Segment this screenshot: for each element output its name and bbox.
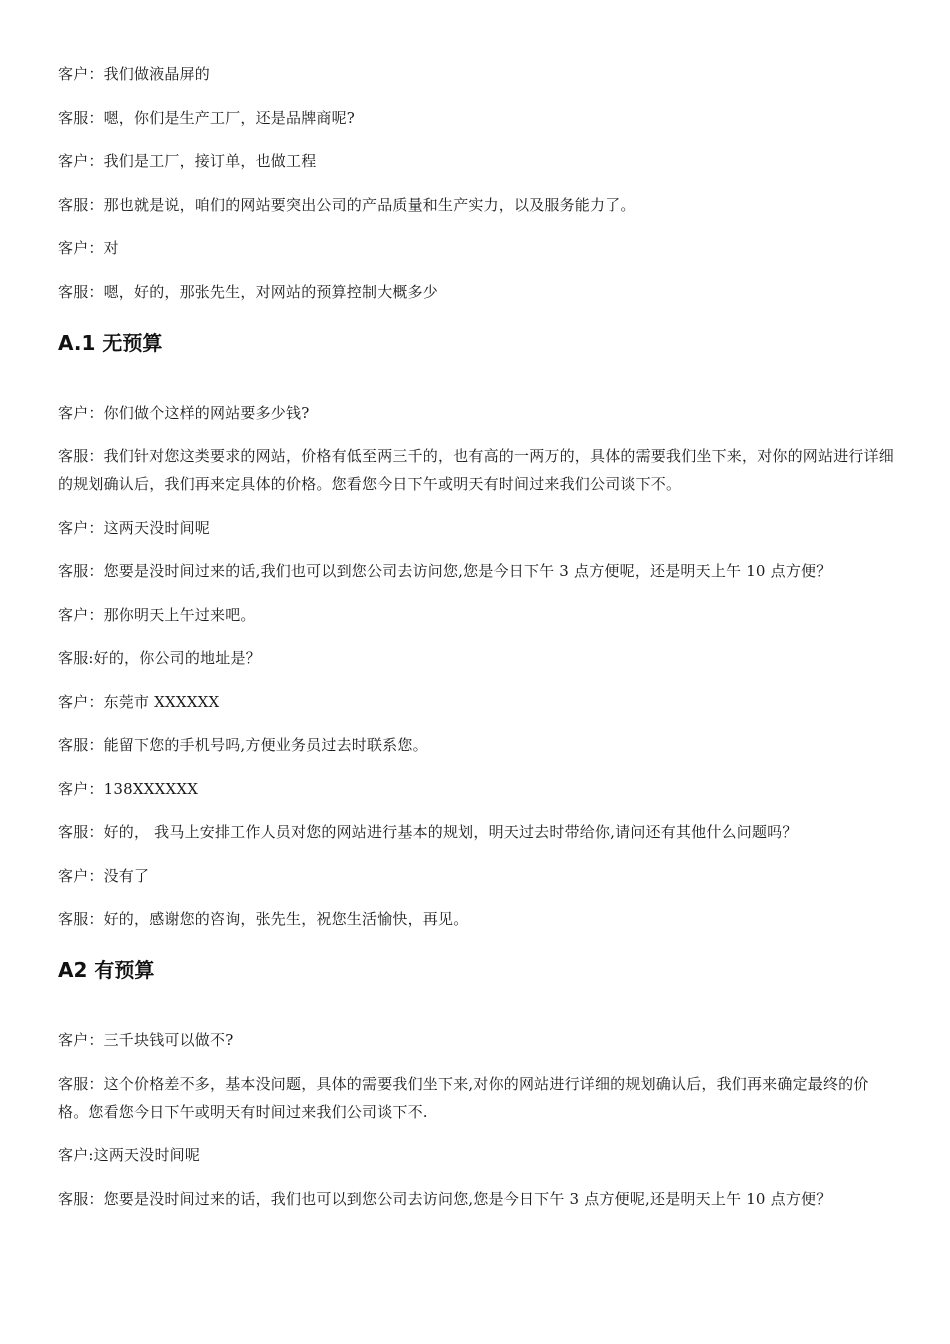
- dialogue-line: 客户：我们做液晶屏的: [58, 65, 211, 83]
- dialogue-line: 客服：您要是没时间过来的话，我们也可以到您公司去访问您,您是今日下午 3 点方便呢,还是明天上午 10 点方便？: [58, 1189, 832, 1208]
- dialogue-line: 客服：嗯，你们是生产工厂，还是品牌商呢?: [58, 108, 356, 127]
- dialogue-line: 客户:这两天没时间呢: [58, 1146, 201, 1164]
- dialogue-line: 客服：那也就是说，咱们的网站要突出公司的产品质量和生产实力，以及服务能力了。: [58, 195, 636, 214]
- dialogue-line: 客户：东莞市 XXXXXX: [58, 692, 220, 711]
- dialogue-line: 客服：您要是没时间过来的话,我们也可以到您公司去访问您,您是今日下午 3 点方便呢，还是明天上午 10 点方便？: [58, 562, 832, 580]
- dialogue-line: 客户：你们做个这样的网站要多少钱?: [58, 403, 310, 422]
- dialogue-line: 客服:好的，你公司的地址是？: [58, 649, 261, 667]
- dialogue-line: 客户：这两天没时间呢: [58, 518, 211, 537]
- section-heading-a2: A2 有预算: [58, 958, 155, 982]
- dialogue-line: 客户：138XXXXXX: [58, 779, 199, 798]
- dialogue-line: 客服：这个价格差不多，基本没问题，具体的需要我们坐下来,对你的网站进行详细的规划确认后，我们再来确定最终的价格。您看您今日下午或明天有时间过来我们公司谈下不.: [58, 1074, 869, 1121]
- section-heading-a1: A.1 无预算: [58, 330, 163, 355]
- dialogue-line: 客服：能留下您的手机号吗,方便业务员过去时联系您。: [58, 736, 428, 754]
- dialogue-line: 客户：三千块钱可以做不?: [58, 1031, 234, 1049]
- document-page: [58, 60, 894, 1228]
- dialogue-line: 客服：好的，感谢您的咨询，张先生，祝您生活愉快，再见。: [58, 910, 469, 928]
- dialogue-line: 客户：那你明天上午过来吧。: [58, 605, 256, 624]
- dialogue-line: 客户：没有了: [58, 866, 150, 885]
- dialogue-line: 客服：好的， 我马上安排工作人员对您的网站进行基本的规划，明天过去时带给你,请问还有其他什么问题吗？: [58, 823, 798, 841]
- dialogue-line: 客户：我们是工厂，接订单，也做工程: [58, 152, 317, 170]
- dialogue-line: 客户：对: [58, 239, 119, 257]
- dialogue-line: 客服：嗯，好的，那张先生，对网站的预算控制大概多少: [58, 282, 439, 301]
- dialogue-line: 客服：我们针对您这类要求的网站，价格有低至两三千的，也有高的一两万的，具体的需要我们坐下来，对你的网站进行详细的规划确认后，我们再来定具体的价格。您看您今日下午或明天有时间过来我们公司谈下不。: [58, 447, 895, 493]
